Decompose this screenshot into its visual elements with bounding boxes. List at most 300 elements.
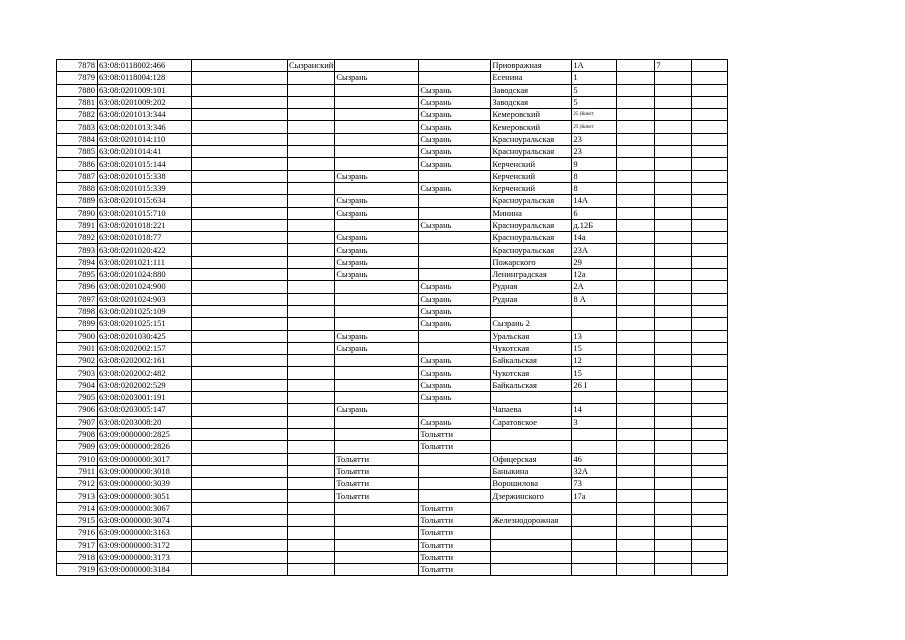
- building-cell: [617, 96, 655, 108]
- building-cell: [617, 84, 655, 96]
- city-cell: [335, 539, 419, 551]
- district-cell: [288, 305, 335, 317]
- apartment-cell: [655, 244, 692, 256]
- city-cell: [335, 182, 419, 194]
- city-cell: [335, 146, 419, 158]
- district-cell: [288, 219, 335, 231]
- cadastral-number-cell: 63:08:0201015:144: [98, 158, 192, 170]
- city-cell: Сызрань: [335, 170, 419, 182]
- settlement-cell: Сызрань: [419, 355, 491, 367]
- settlement-cell: Тольятти: [419, 564, 491, 576]
- blank-cell: [192, 219, 288, 231]
- building-cell: [617, 416, 655, 428]
- apartment-cell: [655, 305, 692, 317]
- cadastral-number-cell: 63:08:0201021:111: [98, 256, 192, 268]
- house-cell: 13: [572, 330, 617, 342]
- settlement-cell: Тольятти: [419, 502, 491, 514]
- row-number-cell: 7886: [57, 158, 98, 170]
- cadastral-number-cell: 63:09:0000000:2825: [98, 428, 192, 440]
- table-row: [57, 416, 728, 428]
- row-number-cell: 7914: [57, 502, 98, 514]
- house-cell: 17а: [572, 490, 617, 502]
- city-cell: [335, 305, 419, 317]
- street-cell: Есенина: [491, 72, 572, 84]
- table-row: [57, 256, 728, 268]
- settlement-cell: [419, 232, 491, 244]
- house-cell: 14А: [572, 195, 617, 207]
- row-number-cell: 7896: [57, 281, 98, 293]
- settlement-cell: Сызрань: [419, 392, 491, 404]
- blank-cell: [192, 539, 288, 551]
- district-cell: [288, 195, 335, 207]
- city-cell: [335, 219, 419, 231]
- apartment-cell: [655, 72, 692, 84]
- settlement-cell: Тольятти: [419, 514, 491, 526]
- settlement-cell: Сызрань: [419, 367, 491, 379]
- district-cell: [288, 564, 335, 576]
- apartment-cell: [655, 293, 692, 305]
- cadastral-number-cell: 63:08:0201013:344: [98, 109, 192, 121]
- extra-cell: [692, 133, 728, 145]
- row-number-cell: 7888: [57, 182, 98, 194]
- row-number-cell: 7890: [57, 207, 98, 219]
- cadastral-number-cell: 63:08:0203005:147: [98, 404, 192, 416]
- cadastral-number-cell: 63:08:0202002:161: [98, 355, 192, 367]
- house-cell: 1А: [572, 60, 617, 72]
- district-cell: [288, 72, 335, 84]
- table-row: [57, 293, 728, 305]
- building-cell: [617, 551, 655, 563]
- building-cell: [617, 478, 655, 490]
- settlement-cell: [419, 60, 491, 72]
- settlement-cell: [419, 465, 491, 477]
- building-cell: [617, 232, 655, 244]
- district-cell: [288, 318, 335, 330]
- blank-cell: [192, 551, 288, 563]
- district-cell: [288, 502, 335, 514]
- district-cell: [288, 367, 335, 379]
- city-cell: [335, 281, 419, 293]
- blank-cell: [192, 182, 288, 194]
- district-cell: [288, 109, 335, 121]
- extra-cell: [692, 256, 728, 268]
- extra-cell: [692, 478, 728, 490]
- table-row: [57, 207, 728, 219]
- row-number-cell: 7898: [57, 305, 98, 317]
- extra-cell: [692, 330, 728, 342]
- street-cell: Пожарского: [491, 256, 572, 268]
- street-cell: Минина: [491, 207, 572, 219]
- blank-cell: [192, 318, 288, 330]
- district-cell: [288, 96, 335, 108]
- building-cell: [617, 146, 655, 158]
- settlement-cell: Тольятти: [419, 527, 491, 539]
- building-cell: [617, 355, 655, 367]
- row-number-cell: 7893: [57, 244, 98, 256]
- house-cell: 73: [572, 478, 617, 490]
- settlement-cell: Сызрань: [419, 219, 491, 231]
- street-cell: Заводская: [491, 96, 572, 108]
- district-cell: [288, 551, 335, 563]
- table-row: [57, 109, 728, 121]
- city-cell: [335, 121, 419, 133]
- house-cell: [572, 392, 617, 404]
- building-cell: [617, 121, 655, 133]
- city-cell: [335, 158, 419, 170]
- extra-cell: [692, 392, 728, 404]
- settlement-cell: [419, 269, 491, 281]
- building-cell: [617, 428, 655, 440]
- cadastral-number-cell: 63:08:0118002:466: [98, 60, 192, 72]
- building-cell: [617, 60, 655, 72]
- street-cell: Чапаева: [491, 404, 572, 416]
- city-cell: [335, 428, 419, 440]
- extra-cell: [692, 379, 728, 391]
- blank-cell: [192, 428, 288, 440]
- row-number-cell: 7912: [57, 478, 98, 490]
- building-cell: [617, 305, 655, 317]
- settlement-cell: [419, 170, 491, 182]
- blank-cell: [192, 121, 288, 133]
- house-cell: [572, 428, 617, 440]
- cadastral-number-cell: 63:08:0203008:20: [98, 416, 192, 428]
- blank-cell: [192, 392, 288, 404]
- settlement-cell: [419, 195, 491, 207]
- registry-table: [56, 59, 728, 576]
- building-cell: [617, 514, 655, 526]
- table-row: [57, 281, 728, 293]
- blank-cell: [192, 379, 288, 391]
- building-cell: [617, 109, 655, 121]
- extra-cell: [692, 281, 728, 293]
- blank-cell: [192, 232, 288, 244]
- district-cell: Сызранский: [289, 60, 334, 71]
- table-row: [57, 244, 728, 256]
- street-cell: Заводская: [491, 84, 572, 96]
- apartment-cell: [655, 146, 692, 158]
- house-cell: [572, 305, 617, 317]
- table-row: [57, 121, 728, 133]
- district-cell: [288, 133, 335, 145]
- district-cell: [288, 539, 335, 551]
- blank-cell: [192, 244, 288, 256]
- district-cell: [288, 379, 335, 391]
- row-number-cell: 7909: [57, 441, 98, 453]
- blank-cell: [192, 195, 288, 207]
- district-cell: [288, 146, 335, 158]
- district-cell: [288, 342, 335, 354]
- house-cell: 29: [572, 256, 617, 268]
- blank-cell: [192, 330, 288, 342]
- row-number-cell: 7895: [57, 269, 98, 281]
- table-row: [57, 170, 728, 182]
- extra-cell: [692, 342, 728, 354]
- street-cell: Красноуральская: [491, 133, 572, 145]
- extra-cell: [692, 244, 728, 256]
- table-row: [57, 428, 728, 440]
- cadastral-number-cell: 63:09:0000000:3039: [98, 478, 192, 490]
- apartment-cell: [655, 318, 692, 330]
- table-row: [57, 72, 728, 84]
- house-cell: 8 А: [572, 293, 617, 305]
- street-cell: [491, 441, 572, 453]
- cadastral-number-cell: 63:09:0000000:3074: [98, 514, 192, 526]
- city-cell: [335, 84, 419, 96]
- blank-cell: [192, 293, 288, 305]
- settlement-cell: [419, 404, 491, 416]
- settlement-cell: [419, 207, 491, 219]
- table-row: [57, 502, 728, 514]
- building-cell: [617, 281, 655, 293]
- extra-cell: [692, 416, 728, 428]
- row-number-cell: 7889: [57, 195, 98, 207]
- blank-cell: [192, 367, 288, 379]
- extra-cell: [692, 109, 728, 121]
- extra-cell: [692, 355, 728, 367]
- city-cell: [335, 293, 419, 305]
- cadastral-number-cell: 63:08:0201018:221: [98, 219, 192, 231]
- settlement-cell: Тольятти: [419, 551, 491, 563]
- table-row: [57, 195, 728, 207]
- district-cell: [288, 490, 335, 502]
- house-cell: 12а: [572, 269, 617, 281]
- table-row: [57, 133, 728, 145]
- table-row: [57, 564, 728, 576]
- house-cell: [572, 514, 617, 526]
- blank-cell: [192, 84, 288, 96]
- row-number-cell: 7918: [57, 551, 98, 563]
- building-cell: [617, 195, 655, 207]
- district-cell: [288, 478, 335, 490]
- city-cell: Сызрань: [335, 404, 419, 416]
- street-cell: [491, 305, 572, 317]
- apartment-cell: [655, 478, 692, 490]
- cadastral-number-cell: 63:08:0201020:422: [98, 244, 192, 256]
- row-number-cell: 7897: [57, 293, 98, 305]
- building-cell: [617, 207, 655, 219]
- settlement-cell: [419, 256, 491, 268]
- table-row: [57, 539, 728, 551]
- building-cell: [617, 72, 655, 84]
- street-cell: Чукотская: [491, 342, 572, 354]
- settlement-cell: Сызрань: [419, 293, 491, 305]
- street-cell: Байкальская: [491, 379, 572, 391]
- apartment-cell: [655, 416, 692, 428]
- row-number-cell: 7905: [57, 392, 98, 404]
- building-cell: [617, 441, 655, 453]
- apartment-cell: [655, 514, 692, 526]
- row-number-cell: 7904: [57, 379, 98, 391]
- house-cell: 2А: [572, 281, 617, 293]
- street-cell: Рудная: [491, 281, 572, 293]
- building-cell: [617, 502, 655, 514]
- row-number-cell: 7885: [57, 146, 98, 158]
- district-cell: [288, 84, 335, 96]
- settlement-cell: Сызрань: [419, 109, 491, 121]
- street-cell: [491, 564, 572, 576]
- apartment-cell: [655, 207, 692, 219]
- city-cell: [335, 502, 419, 514]
- blank-cell: [192, 146, 288, 158]
- apartment-cell: [655, 84, 692, 96]
- city-cell: [335, 379, 419, 391]
- row-number-cell: 7894: [57, 256, 98, 268]
- settlement-cell: Сызрань: [419, 146, 491, 158]
- row-number-cell: 7878: [57, 60, 98, 72]
- extra-cell: [692, 514, 728, 526]
- apartment-cell: [655, 392, 692, 404]
- building-cell: [617, 269, 655, 281]
- street-cell: Ленинградская: [491, 269, 572, 281]
- blank-cell: [192, 355, 288, 367]
- extra-cell: [692, 158, 728, 170]
- street-cell: Баныкина: [491, 465, 572, 477]
- table-row: [57, 392, 728, 404]
- street-cell: Ворошилова: [491, 478, 572, 490]
- apartment-cell: [655, 428, 692, 440]
- blank-cell: [192, 465, 288, 477]
- street-cell: Железнодорожная: [491, 514, 572, 526]
- cadastral-number-cell: 63:08:0201030:425: [98, 330, 192, 342]
- table-body: [57, 60, 728, 576]
- street-cell: Кемеровский: [491, 121, 572, 133]
- street-cell: [491, 551, 572, 563]
- city-cell: [335, 355, 419, 367]
- extra-cell: [692, 367, 728, 379]
- street-cell: [491, 502, 572, 514]
- cadastral-number-cell: 63:08:0201024:900: [98, 281, 192, 293]
- district-cell: [288, 465, 335, 477]
- blank-cell: [192, 441, 288, 453]
- apartment-cell: [655, 195, 692, 207]
- house-cell: [572, 551, 617, 563]
- table-row: [57, 219, 728, 231]
- row-number-cell: 7908: [57, 428, 98, 440]
- extra-cell: [692, 121, 728, 133]
- street-cell: Красноуральская: [491, 244, 572, 256]
- table-row: [57, 514, 728, 526]
- house-cell: [572, 527, 617, 539]
- district-cell: [288, 170, 335, 182]
- settlement-cell: [419, 490, 491, 502]
- settlement-cell: [419, 453, 491, 465]
- house-cell: [572, 564, 617, 576]
- apartment-cell: [655, 182, 692, 194]
- row-number-cell: 7879: [57, 72, 98, 84]
- cadastral-number-cell: 63:08:0201015:339: [98, 182, 192, 194]
- extra-cell: [692, 207, 728, 219]
- cadastral-number-cell: 63:08:0203001:191: [98, 392, 192, 404]
- house-cell: 8: [572, 170, 617, 182]
- cadastral-number-cell: 63:09:0000000:3173: [98, 551, 192, 563]
- cadastral-number-cell: 63:08:0202002:157: [98, 342, 192, 354]
- apartment-cell: [655, 219, 692, 231]
- house-cell: [572, 539, 617, 551]
- building-cell: [617, 244, 655, 256]
- building-cell: [617, 453, 655, 465]
- extra-cell: [692, 441, 728, 453]
- row-number-cell: 7883: [57, 121, 98, 133]
- blank-cell: [192, 527, 288, 539]
- apartment-cell: 7: [655, 60, 692, 72]
- cadastral-number-cell: 63:08:0201025:109: [98, 305, 192, 317]
- street-cell: Кемеровский: [491, 109, 572, 121]
- settlement-cell: [419, 330, 491, 342]
- settlement-cell: Сызрань: [419, 281, 491, 293]
- house-cell: 23: [572, 133, 617, 145]
- street-cell: Керченский: [491, 182, 572, 194]
- table-row: [57, 379, 728, 391]
- building-cell: [617, 465, 655, 477]
- cadastral-number-cell: 63:08:0201024:880: [98, 269, 192, 281]
- blank-cell: [192, 502, 288, 514]
- district-cell: [288, 441, 335, 453]
- row-number-cell: 7903: [57, 367, 98, 379]
- city-cell: [335, 564, 419, 576]
- cadastral-number-cell: 63:09:0000000:3051: [98, 490, 192, 502]
- extra-cell: [692, 60, 728, 72]
- apartment-cell: [655, 256, 692, 268]
- settlement-cell: [419, 342, 491, 354]
- blank-cell: [192, 170, 288, 182]
- house-cell: 46: [572, 453, 617, 465]
- table-row: [57, 490, 728, 502]
- row-number-cell: 7910: [57, 453, 98, 465]
- row-number-cell: 7902: [57, 355, 98, 367]
- settlement-cell: Сызрань: [419, 305, 491, 317]
- cadastral-number-cell: 63:08:0201015:634: [98, 195, 192, 207]
- cadastral-number-cell: 63:09:0000000:3067: [98, 502, 192, 514]
- street-cell: [491, 539, 572, 551]
- apartment-cell: [655, 465, 692, 477]
- house-cell: 23: [572, 146, 617, 158]
- district-cell: [288, 281, 335, 293]
- blank-cell: [192, 404, 288, 416]
- table-row: [57, 330, 728, 342]
- extra-cell: [692, 502, 728, 514]
- district-cell: [288, 355, 335, 367]
- blank-cell: [192, 96, 288, 108]
- table-row: [57, 478, 728, 490]
- city-cell: [335, 367, 419, 379]
- extra-cell: [692, 84, 728, 96]
- blank-cell: [192, 416, 288, 428]
- city-cell: Сызрань: [335, 232, 419, 244]
- city-cell: [335, 441, 419, 453]
- extra-cell: [692, 182, 728, 194]
- settlement-cell: Сызрань: [419, 96, 491, 108]
- apartment-cell: [655, 109, 692, 121]
- district-cell: [288, 527, 335, 539]
- cadastral-number-cell: 63:08:0201024:903: [98, 293, 192, 305]
- blank-cell: [192, 453, 288, 465]
- house-cell: 6: [572, 207, 617, 219]
- cadastral-number-cell: 63:09:0000000:3017: [98, 453, 192, 465]
- blank-cell: [192, 256, 288, 268]
- city-cell: Тольятти: [335, 490, 419, 502]
- extra-cell: [692, 219, 728, 231]
- blank-cell: [192, 269, 288, 281]
- house-cell: 5: [572, 96, 617, 108]
- row-number-cell: 7901: [57, 342, 98, 354]
- building-cell: [617, 158, 655, 170]
- settlement-cell: Сызрань: [419, 416, 491, 428]
- settlement-cell: [419, 478, 491, 490]
- settlement-cell: [419, 72, 491, 84]
- house-cell: 9: [572, 158, 617, 170]
- row-number-cell: 7884: [57, 133, 98, 145]
- row-number-cell: 7881: [57, 96, 98, 108]
